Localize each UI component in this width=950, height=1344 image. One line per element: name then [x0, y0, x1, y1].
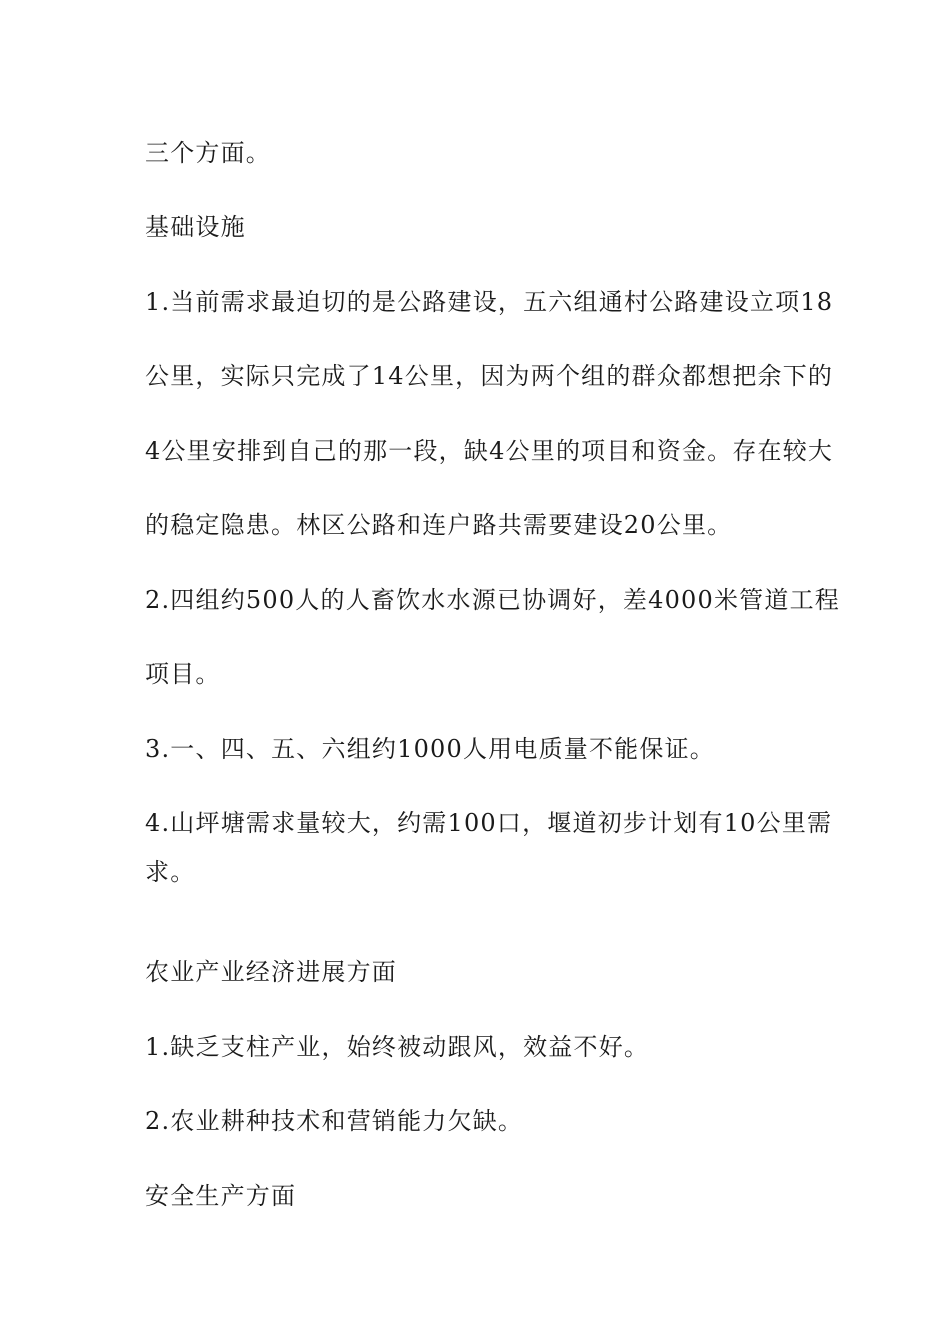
text-line-item-1-cont: 的稳定隐患。林区公路和连户路共需要建设20公里。 [145, 511, 733, 539]
text-line-item-3: 3.一、四、五、六组约1000人用电质量不能保证。 [145, 735, 715, 763]
section-heading-agriculture: 农业产业经济进展方面 [145, 958, 397, 986]
text-line-item-1: 1.当前需求最迫切的是公路建设，五六组通村公路建设立项18 [145, 288, 834, 316]
text-line-item-4: 4.山坪塘需求量较大，约需100口，堰道初步计划有10公里需 [145, 809, 833, 837]
text-line-agri-item-2: 2.农业耕种技术和营销能力欠缺。 [145, 1107, 524, 1135]
text-line-item-2-cont: 项目。 [145, 660, 221, 688]
text-line-agri-item-1: 1.缺乏支柱产业，始终被动跟风，效益不好。 [145, 1033, 650, 1061]
section-heading-safety: 安全生产方面 [145, 1182, 297, 1210]
text-line-item-2: 2.四组约500人的人畜饮水水源已协调好，差4000米管道工程 [145, 586, 840, 614]
text-line-intro-end: 三个方面。 [145, 139, 271, 167]
section-heading-infrastructure: 基础设施 [145, 213, 246, 241]
text-line-item-1-cont: 公里，实际只完成了14公里，因为两个组的群众都想把余下的 [145, 362, 834, 390]
text-line-item-1-cont: 4公里安排到自己的那一段，缺4公里的项目和资金。存在较大 [145, 437, 834, 465]
text-line-item-4-cont: 求。 [145, 858, 196, 886]
